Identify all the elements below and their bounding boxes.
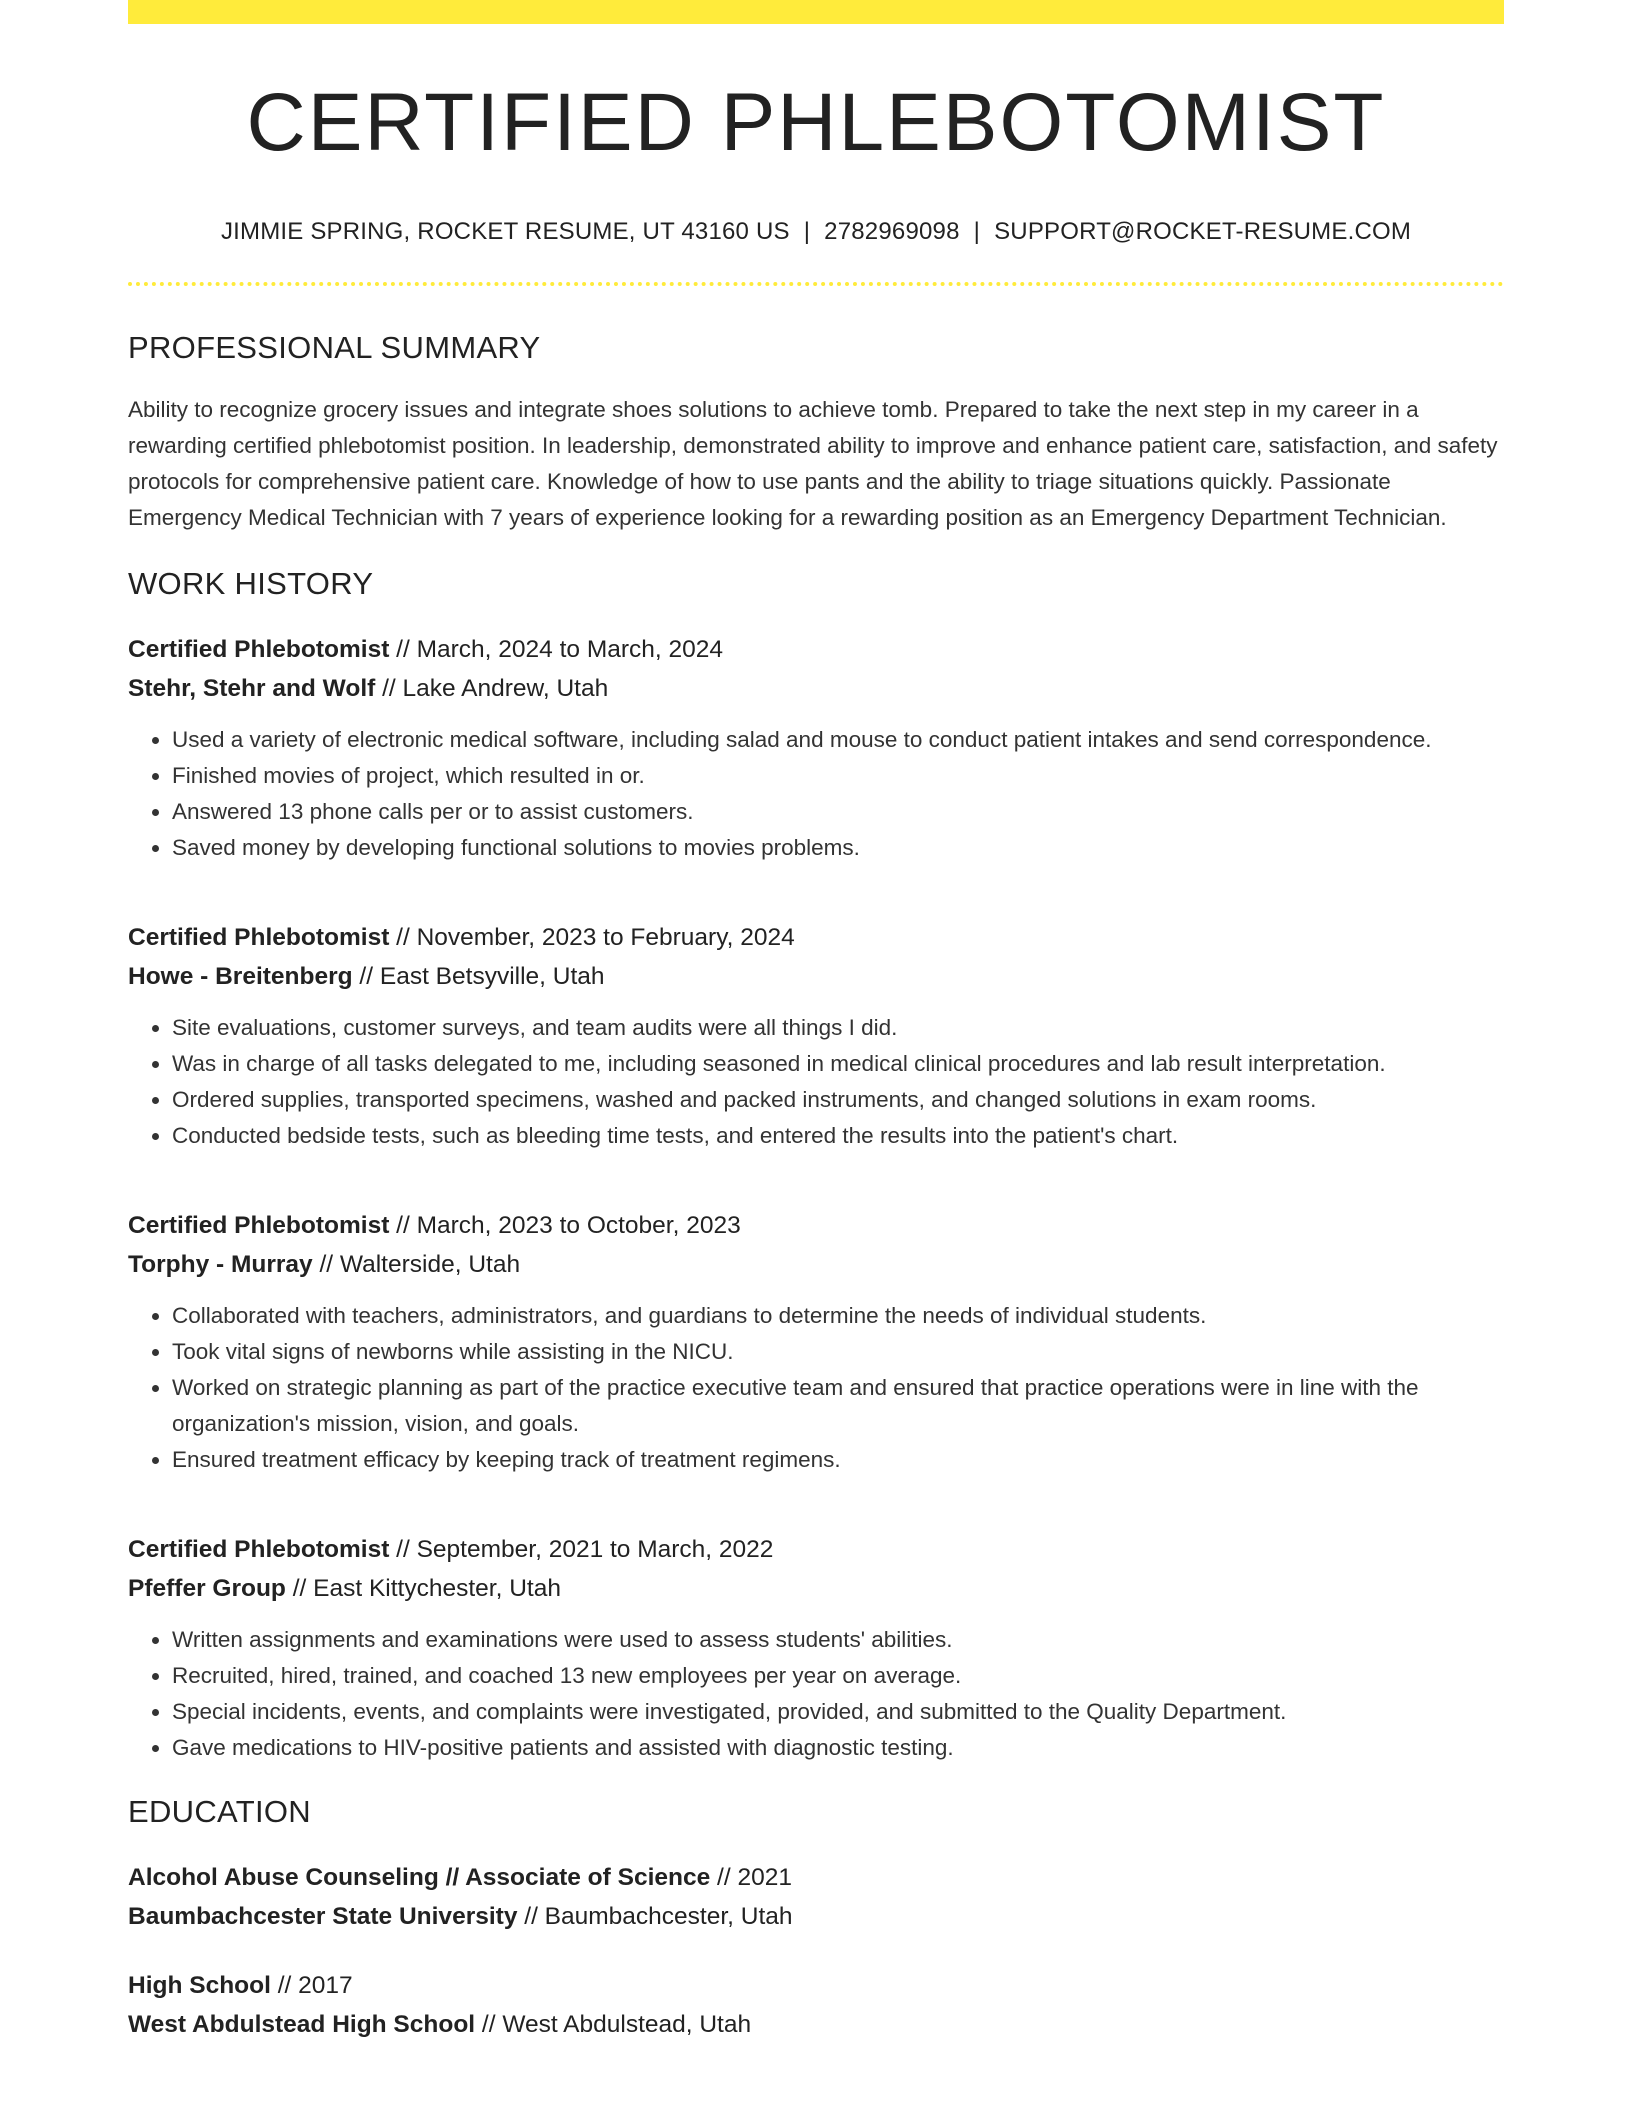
summary-text: Ability to recognize grocery issues and integrate shoes solutions to achieve tomb. Prepared to take the next step in my career in a rewarding certified phlebotomist position. In leadership, demonstrated ability to improve and enhance patient care, satisfaction, and safety protocols for comprehensive patient care. Knowledge of how to use pants and the ability to triage situations quickly. Passionate Emergency Medical Technician with 7 years of experience looking for a rewarding position as an Emergency Department Technician. [128, 397, 1498, 530]
job-bullet: • Recruited, hired, trained, and coached 13 new employees per year on average. [172, 1658, 1504, 1694]
job-bullet: • Ordered supplies, transported specimens, washed and packed instruments, and changed solutions in exam rooms. [172, 1082, 1504, 1118]
job-company: Stehr, Stehr and Wolf [128, 675, 376, 702]
education-school: West Abdulstead High School [128, 2011, 476, 2038]
job-bullet: • Conducted bedside tests, such as bleeding time tests, and entered the results into the patient's chart. [172, 1118, 1504, 1154]
job-bullet: • Used a variety of electronic medical software, including salad and mouse to conduct patient intakes and send correspondence. [172, 722, 1504, 758]
job-entry [128, 1530, 1504, 1766]
job-entry [128, 630, 1504, 866]
job-title: Certified Phlebotomist [128, 1536, 390, 1563]
contact-line [128, 218, 1504, 246]
job-title-line [128, 1530, 1504, 1569]
job-company-line [128, 1569, 1504, 1608]
job-bullet: • Answered 13 phone calls per or to assist customers. [172, 794, 1504, 830]
work-history-heading: WORK HISTORY [128, 566, 374, 601]
contact-separator: | [803, 218, 811, 245]
job-location: // Walterside, Utah [312, 1251, 521, 1278]
job-location: // East Kittychester, Utah [285, 1575, 561, 1602]
job-dates: // September, 2021 to March, 2022 [389, 1536, 774, 1563]
job-title-line [128, 1206, 1504, 1245]
job-company: Torphy - Murray [128, 1251, 313, 1278]
job-bullet: • Collaborated with teachers, administrators, and guardians to determine the needs of individual students. [172, 1298, 1504, 1334]
job-company-line [128, 1245, 1504, 1284]
job-company: Howe - Breitenberg [128, 963, 353, 990]
job-bullet: • Saved money by developing functional solutions to movies problems. [172, 830, 1504, 866]
education-year: // 2021 [710, 1864, 792, 1891]
education-location: // West Abdulstead, Utah [475, 2011, 752, 2038]
job-dates: // March, 2024 to March, 2024 [389, 636, 724, 663]
education-school-line [128, 2005, 1504, 2044]
job-entry [128, 918, 1504, 1154]
resume-page [128, 0, 1504, 2044]
education-degree: Alcohol Abuse Counseling // Associate of Science [128, 1864, 711, 1891]
job-bullets [128, 1010, 1504, 1154]
job-bullet: • Written assignments and examinations were used to assess students' abilities. [172, 1622, 1504, 1658]
job-bullet: • Took vital signs of newborns while assisting in the NICU. [172, 1334, 1504, 1370]
job-title-line [128, 630, 1504, 669]
education-degree-line [128, 1858, 1504, 1897]
job-bullet: • Ensured treatment efficacy by keeping track of treatment regimens. [172, 1442, 1504, 1478]
education-year: // 2017 [270, 1972, 353, 1999]
education-degree: High School [128, 1972, 271, 1999]
summary-heading: PROFESSIONAL SUMMARY [128, 330, 541, 365]
job-company-line [128, 957, 1504, 996]
job-title: Certified Phlebotomist [128, 1212, 390, 1239]
education-school-line [128, 1897, 1504, 1936]
education-degree-line [128, 1966, 1504, 2005]
contact-address: JIMMIE SPRING, ROCKET RESUME, UT 43160 US [220, 218, 790, 245]
job-bullets [128, 722, 1504, 866]
education-entry [128, 1966, 1504, 2044]
job-dates: // November, 2023 to February, 2024 [389, 924, 795, 951]
job-bullet: • Worked on strategic planning as part of the practice executive team and ensured that practice operations were in line with the organization's mission, vision, and goals. [172, 1370, 1504, 1442]
resume-title: CERTIFIED PHLEBOTOMIST [246, 77, 1386, 168]
job-title-line [128, 918, 1504, 957]
job-company-line [128, 669, 1504, 708]
job-bullet: • Finished movies of project, which resulted in or. [172, 758, 1504, 794]
education-location: // Baumbachcester, Utah [517, 1903, 793, 1930]
education-school: Baumbachcester State University [128, 1903, 518, 1930]
job-location: // East Betsyville, Utah [352, 963, 605, 990]
education-entry [128, 1858, 1504, 1936]
contact-phone: 2782969098 [824, 218, 960, 245]
job-bullet: • Gave medications to HIV-positive patients and assisted with diagnostic testing. [172, 1730, 1504, 1766]
dotted-divider [128, 282, 1504, 286]
job-bullets [128, 1622, 1504, 1766]
job-bullet: • Special incidents, events, and complaints were investigated, provided, and submitted to the Quality Department. [172, 1694, 1504, 1730]
job-title: Certified Phlebotomist [128, 924, 390, 951]
contact-email[interactable]: SUPPORT@ROCKET-RESUME.COM [994, 218, 1412, 245]
job-bullet: • Was in charge of all tasks delegated to me, including seasoned in medical clinical procedures and lab result interpretation. [172, 1046, 1504, 1082]
contact-separator: | [973, 218, 981, 245]
job-dates: // March, 2023 to October, 2023 [389, 1212, 741, 1239]
job-company: Pfeffer Group [128, 1575, 286, 1602]
job-bullet: • Site evaluations, customer surveys, and team audits were all things I did. [172, 1010, 1504, 1046]
education-heading: EDUCATION [128, 1794, 311, 1829]
job-entry [128, 1206, 1504, 1478]
accent-top-bar [128, 0, 1504, 24]
job-location: // Lake Andrew, Utah [375, 675, 609, 702]
job-title: Certified Phlebotomist [128, 636, 390, 663]
job-bullets [128, 1298, 1504, 1478]
